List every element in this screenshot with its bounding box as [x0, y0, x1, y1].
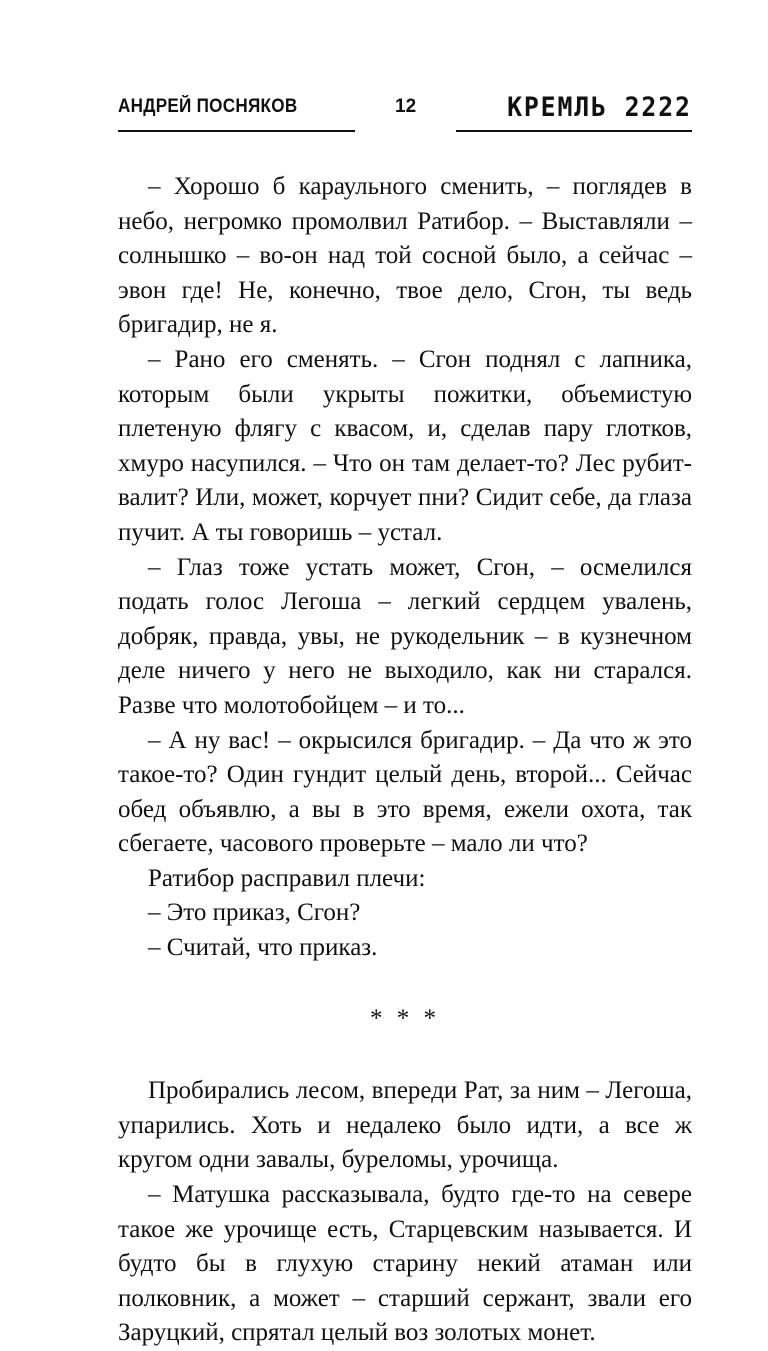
header-rule-left [118, 130, 355, 132]
page-number: 12 [395, 96, 417, 117]
paragraph: – Матушка рассказывала, будто где-то на севере такое же урочище есть, Старцевским называется. И будто бы в глухую старину некий атаман или полковник, а может – старший сержант, звали его Заруцкий, спрятал целый воз золотых монет. [118, 1181, 692, 1347]
paragraph: – Рано его сменять. – Сгон поднял с лапника, которым были укрыты пожитки, объемистую плетеную флягу с квасом, и, сделав пару глотков, хмуро насупился. – Что он там делает-то? Лес рубит-валит? Или, может, корчует пни? Сидит себе, да глаза пучит. А ты говоришь – устал. [118, 345, 692, 546]
page-header [0, 0, 768, 140]
book-title: КРЕМЛЬ 2222 [507, 92, 692, 123]
paragraph: – Это приказ, Сгон? [148, 899, 361, 927]
paragraph: – А ну вас! – окрысился бригадир. – Да что ж это такое-то? Один гундит целый день, второй... Сейчас обед объявлю, а вы в это время, ежели охота, так сбегаете, часового проверьте – мало ли что? [118, 726, 692, 858]
header-rule-right [456, 130, 692, 132]
paragraph: Ратибор расправил плечи: [148, 864, 426, 892]
paragraph: – Глаз тоже устать может, Сгон, – осмелился подать голос Легоша – легкий сердцем увалень, добряк, правда, увы, не рукодельник – в кузнечном деле ничего у него не выходило, как ни старался. Разве что молотобойцем – и то... [118, 553, 692, 719]
author-name: АНДРЕЙ ПОСНЯКОВ [118, 96, 298, 117]
paragraph: Пробирались лесом, впереди Рат, за ним – Легоша, упарились. Хоть и недалеко было идти, а все ж кругом одни завалы, буреломы, урочища. [118, 1077, 692, 1174]
paragraph: – Хорошо б караульного сменить, – поглядев в небо, негромко промолвил Ратибор. – Выставляли – солнышко – во-он над той сосной было, а сейчас – эвон где! Не, конечно, твое дело, Сгон, ты ведь бригадир, не я. [118, 173, 692, 339]
paragraph: – Считай, что приказ. [148, 934, 378, 962]
page-text [118, 170, 692, 1351]
scene-separator: * * * [370, 1004, 440, 1032]
